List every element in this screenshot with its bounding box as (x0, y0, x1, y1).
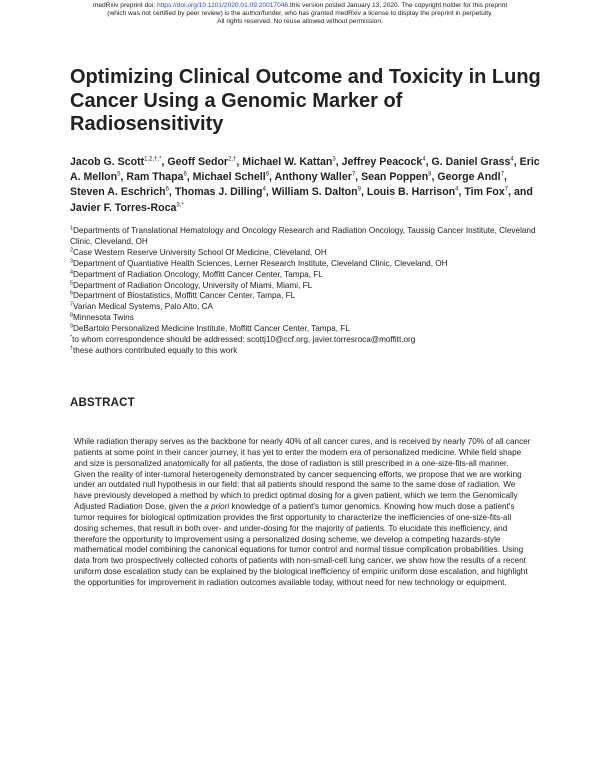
author-affiliation-marker: 7 (504, 186, 509, 193)
affiliation-marker: 3 (70, 257, 73, 264)
author-affiliation-marker: 4 (455, 186, 459, 193)
affiliation-marker: † (70, 345, 73, 352)
abstract-body (74, 437, 532, 589)
affiliation-text: these authors contributed equally to this work (73, 345, 238, 355)
author-name: Louis B. Harrison (366, 186, 456, 199)
author-separator: , (360, 186, 367, 199)
author-separator: , (120, 171, 127, 184)
author-affiliation-marker: 7 (500, 171, 504, 178)
affiliation-text: Minnesota Twins (73, 313, 134, 323)
author-affiliation-marker: 4 (262, 186, 266, 193)
author-name: Eric A. Mellon (70, 156, 540, 184)
author-list (70, 155, 540, 216)
affiliation-marker: 5 (70, 279, 73, 286)
affiliation-item (70, 270, 540, 281)
affiliation-item (70, 335, 540, 346)
affiliation-text: DeBartolo Personalized Medicine Institute, Moffitt Cancer Center, Tampa, FL (73, 324, 350, 334)
author-affiliation-marker: 6 (265, 171, 270, 178)
header-prefix: medRxiv preprint doi: (92, 2, 157, 9)
author-separator: , (335, 156, 342, 168)
author-name: Jeffrey Peacock (341, 156, 423, 168)
author-affiliation-marker: 6 (165, 186, 169, 193)
header-suffix: .this version posted January 13, 2020. The copyright holder for this preprint (288, 2, 508, 9)
abstract-italic-phrase: a priori (204, 502, 230, 512)
author-name: Anthony Waller (274, 171, 352, 184)
affiliation-item (70, 226, 540, 248)
author-affiliation-marker: 4 (422, 156, 426, 163)
affiliation-text: Varian Medical Systems, Palo Alto, CA (73, 302, 214, 312)
author-name: Geoff Sedor (167, 156, 229, 168)
paper-title: Optimizing Clinical Outcome and Toxicity in Lung Cancer Using a Genomic Marker of Radiosensitivity (70, 66, 541, 135)
affiliation-text: Department of Radiation Oncology, Moffitt Cancer Center, Tampa, FL (73, 269, 323, 279)
author-name: G. Daniel Grass (431, 156, 511, 168)
author-affiliation-marker: 9 (357, 186, 361, 193)
author-separator: , (503, 171, 507, 184)
author-name: Sean Poppen (361, 171, 429, 184)
affiliation-marker: 2 (70, 247, 73, 254)
author-name: Michael Schell (192, 171, 266, 184)
affiliation-marker: 1 (70, 225, 73, 232)
author-name: Steven A. Eschrich (70, 186, 166, 199)
affiliation-item (70, 324, 540, 335)
author-affiliation-marker: 4 (510, 156, 514, 163)
affiliation-marker: * (70, 334, 73, 341)
author-affiliation-marker: 3 (332, 156, 336, 163)
affiliation-marker: 7 (70, 301, 73, 308)
header-line-2: (which was not certified by peer review) is the author/funder, who has granted medRxiv a license to display the preprint in perpetuity. (107, 10, 493, 17)
author-affiliation-marker: 3,* (176, 202, 184, 209)
author-affiliation-marker: 6 (183, 171, 187, 178)
author-separator: , and (508, 186, 533, 199)
author-name: Thomas J. Dilling (174, 186, 263, 199)
author-separator: , (355, 171, 362, 184)
author-separator: , (168, 186, 175, 199)
author-separator: , (186, 171, 193, 184)
author-separator: , (458, 186, 465, 199)
abstract-heading: ABSTRACT (70, 397, 135, 409)
affiliation-marker: 9 (70, 323, 73, 330)
affiliation-item (70, 346, 540, 357)
author-name: Tim Fox (464, 186, 505, 199)
author-name: William S. Dalton (271, 186, 358, 199)
affiliation-marker: 8 (70, 312, 73, 319)
author-affiliation-marker: 7 (351, 171, 356, 178)
author-name: Javier F. Torres-Roca (70, 201, 177, 214)
author-separator: , (431, 171, 438, 184)
author-name: Ram Thapa (126, 171, 184, 184)
author-separator: , (161, 156, 168, 168)
affiliation-text: to whom correspondence should be addressed: scottj10@ccf.org, javier.torresroca@moffitt.org (72, 335, 416, 345)
affiliation-item (70, 281, 540, 292)
author-affiliation-marker: 8 (428, 171, 432, 178)
affiliation-text: Case Western Reserve University School Of Medicine, Cleveland, OH (73, 247, 327, 257)
doi-link[interactable]: https://doi.org/10.1101/2020.01.09.20017046 (156, 2, 289, 9)
affiliation-item (70, 248, 540, 259)
affiliation-item (70, 313, 540, 324)
affiliation-text: Departments of Translational Hematology and Oncology Research and Radiation Oncology, Taussig Cancer Institute, Cleveland Clinic, Cleveland, OH (70, 226, 536, 246)
author-separator: , (513, 156, 520, 168)
author-name: Michael W. Kattan (242, 156, 333, 168)
author-separator: , (265, 186, 272, 199)
author-name: Jacob G. Scott (70, 156, 145, 168)
author-separator: , (425, 156, 432, 168)
abstract-text-part2: knowledge of a patient's tumor genomics. Knowing how much dose a patient's tumor requires for biological optimization provides the first opportunity to characterize the inefficiencies of one-size-fits-all dosing schemes, that result in both over- and under-dosing for the majority of patients. To elucidate this inefficiency, and therefore the opportunity to improvement using a personalized dosing scheme, we develop a competing hazards-style mathematical model combining the canonical equations for tumor control and normal tissue complication probabilities. Using data from two prospectively collected cohorts of patients with non-small-cell lung cancer, we show how the results of a recent uniform dose escalation study can be explained by the biological inefficiency of empiric uniform dose escalation, and highlight the opportunities for improvement in radiation outcomes available today, without need for new technology or equipment. (74, 502, 528, 587)
affiliation-text: Department of Quantiative Health Sciences, Lerner Research Institute, Cleveland Clinic, Cleveland, OH (73, 258, 448, 268)
affiliation-marker: 6 (70, 290, 73, 297)
affiliation-text: Department of Biostatistics, Moffitt Cancer Center, Tampa, FL (73, 291, 296, 301)
author-separator: , (269, 171, 275, 184)
affiliation-item (70, 291, 540, 302)
affiliation-item (70, 302, 540, 313)
preprint-header (0, 2, 600, 26)
header-line-3: All rights reserved. No reuse allowed without permission. (217, 18, 383, 25)
author-name: George Andl (437, 171, 501, 184)
affiliation-text: Department of Radiation Oncology, University of Miami, Miami, FL (73, 280, 313, 290)
affiliation-list (70, 226, 540, 357)
abstract-text-part1: While radiation therapy serves as the backbone for nearly 40% of all cancer cures, and is received by nearly 70% of all cancer patients at some point in their cancer journey, it has yet to enter the modern era of personalized medicine. While field shape and size is personalized anatomically for all patients, the dose of radiation is still prescribed in a one-size-fits-all manner. Given the reality of inter-tumoral heterogeneity demonstrated by cancer sequencing efforts, we propose that we are working under an outdated null hypothesis in our field: that all patients should respond the same to the same dose of radiation. We have previously developed a method by which to predict optimal dosing for a given patient, which we term the Genomically Adjusted Radiation Dose, given the (74, 437, 531, 512)
author-affiliation-marker: 5 (117, 171, 121, 178)
affiliation-marker: 4 (70, 268, 73, 275)
author-affiliation-marker: 2,† (228, 156, 237, 163)
author-affiliation-marker: 1,2,†,* (144, 156, 162, 163)
affiliation-item (70, 259, 540, 270)
author-separator: , (236, 156, 243, 168)
header-line-1 (0, 2, 600, 10)
